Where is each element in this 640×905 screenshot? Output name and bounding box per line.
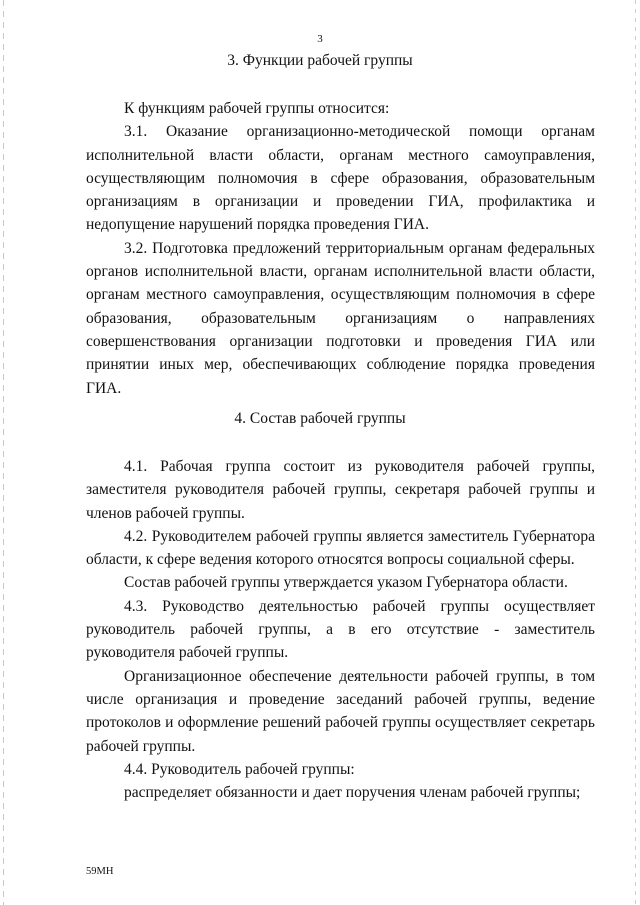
paragraph: Состав рабочей группы утверждается указом Губернатора области. xyxy=(124,574,568,592)
section-4-body xyxy=(86,455,595,804)
paragraph: 4.1. Рабочая группа состоит из руководителя рабочей группы, заместителя руководителя рабочей группы, секретаря рабочей группы и членов рабочей группы. xyxy=(86,458,595,522)
document-code: 59МН xyxy=(86,866,114,877)
page-number: 3 xyxy=(317,33,323,45)
section-3-body xyxy=(86,97,595,400)
scan-edge-left xyxy=(3,0,4,905)
section-3-title: 3. Функции рабочей группы xyxy=(227,52,413,69)
paragraph: Организационное обеспечение деятельности рабочей группы, в том числе организация и проведение заседаний рабочей группы, ведение протоколов и оформление решений рабочей группы осуществляет секретарь рабочей группы. xyxy=(86,667,595,755)
paragraph: 4.4. Руководитель рабочей группы: xyxy=(124,760,355,778)
paragraph: 4.3. Руководство деятельностью рабочей группы осуществляет руководитель рабочей группы, а в его отсутствие - заместитель руководителя рабочей группы. xyxy=(86,597,595,662)
paragraph: распределяет обязанности и дает поручения членам рабочей группы; xyxy=(124,784,581,802)
scan-edge-right xyxy=(635,0,636,905)
paragraph: 3.1. Оказание организационно-методической помощи органам исполнительной власти области, органам местного самоуправления, осуществляющим полномочия в сфере образования, образовательным организациям в организации и проведении ГИА, профилактика и недопущение нарушений порядка проведения ГИА. xyxy=(86,123,595,234)
paragraph: 3.2. Подготовка предложений территориальным органам федеральных органов исполнительной власти, органам исполнительной власти области, органам местного самоуправления, осуществляющим полномочия в сфере образования, образовательным организациям о направлениях совершенствования организации подготовки и проведения ГИА или принятии иных мер, обеспечивающих соблюдение порядка проведения ГИА. xyxy=(86,239,595,397)
paragraph: 4.2. Руководителем рабочей группы является заместитель Губернатора области, к сфере ведения которого относятся вопросы социальной сферы. xyxy=(86,527,595,569)
section-4-title: 4. Состав рабочей группы xyxy=(234,410,406,427)
paragraph: К функциям рабочей группы относится: xyxy=(124,100,390,117)
